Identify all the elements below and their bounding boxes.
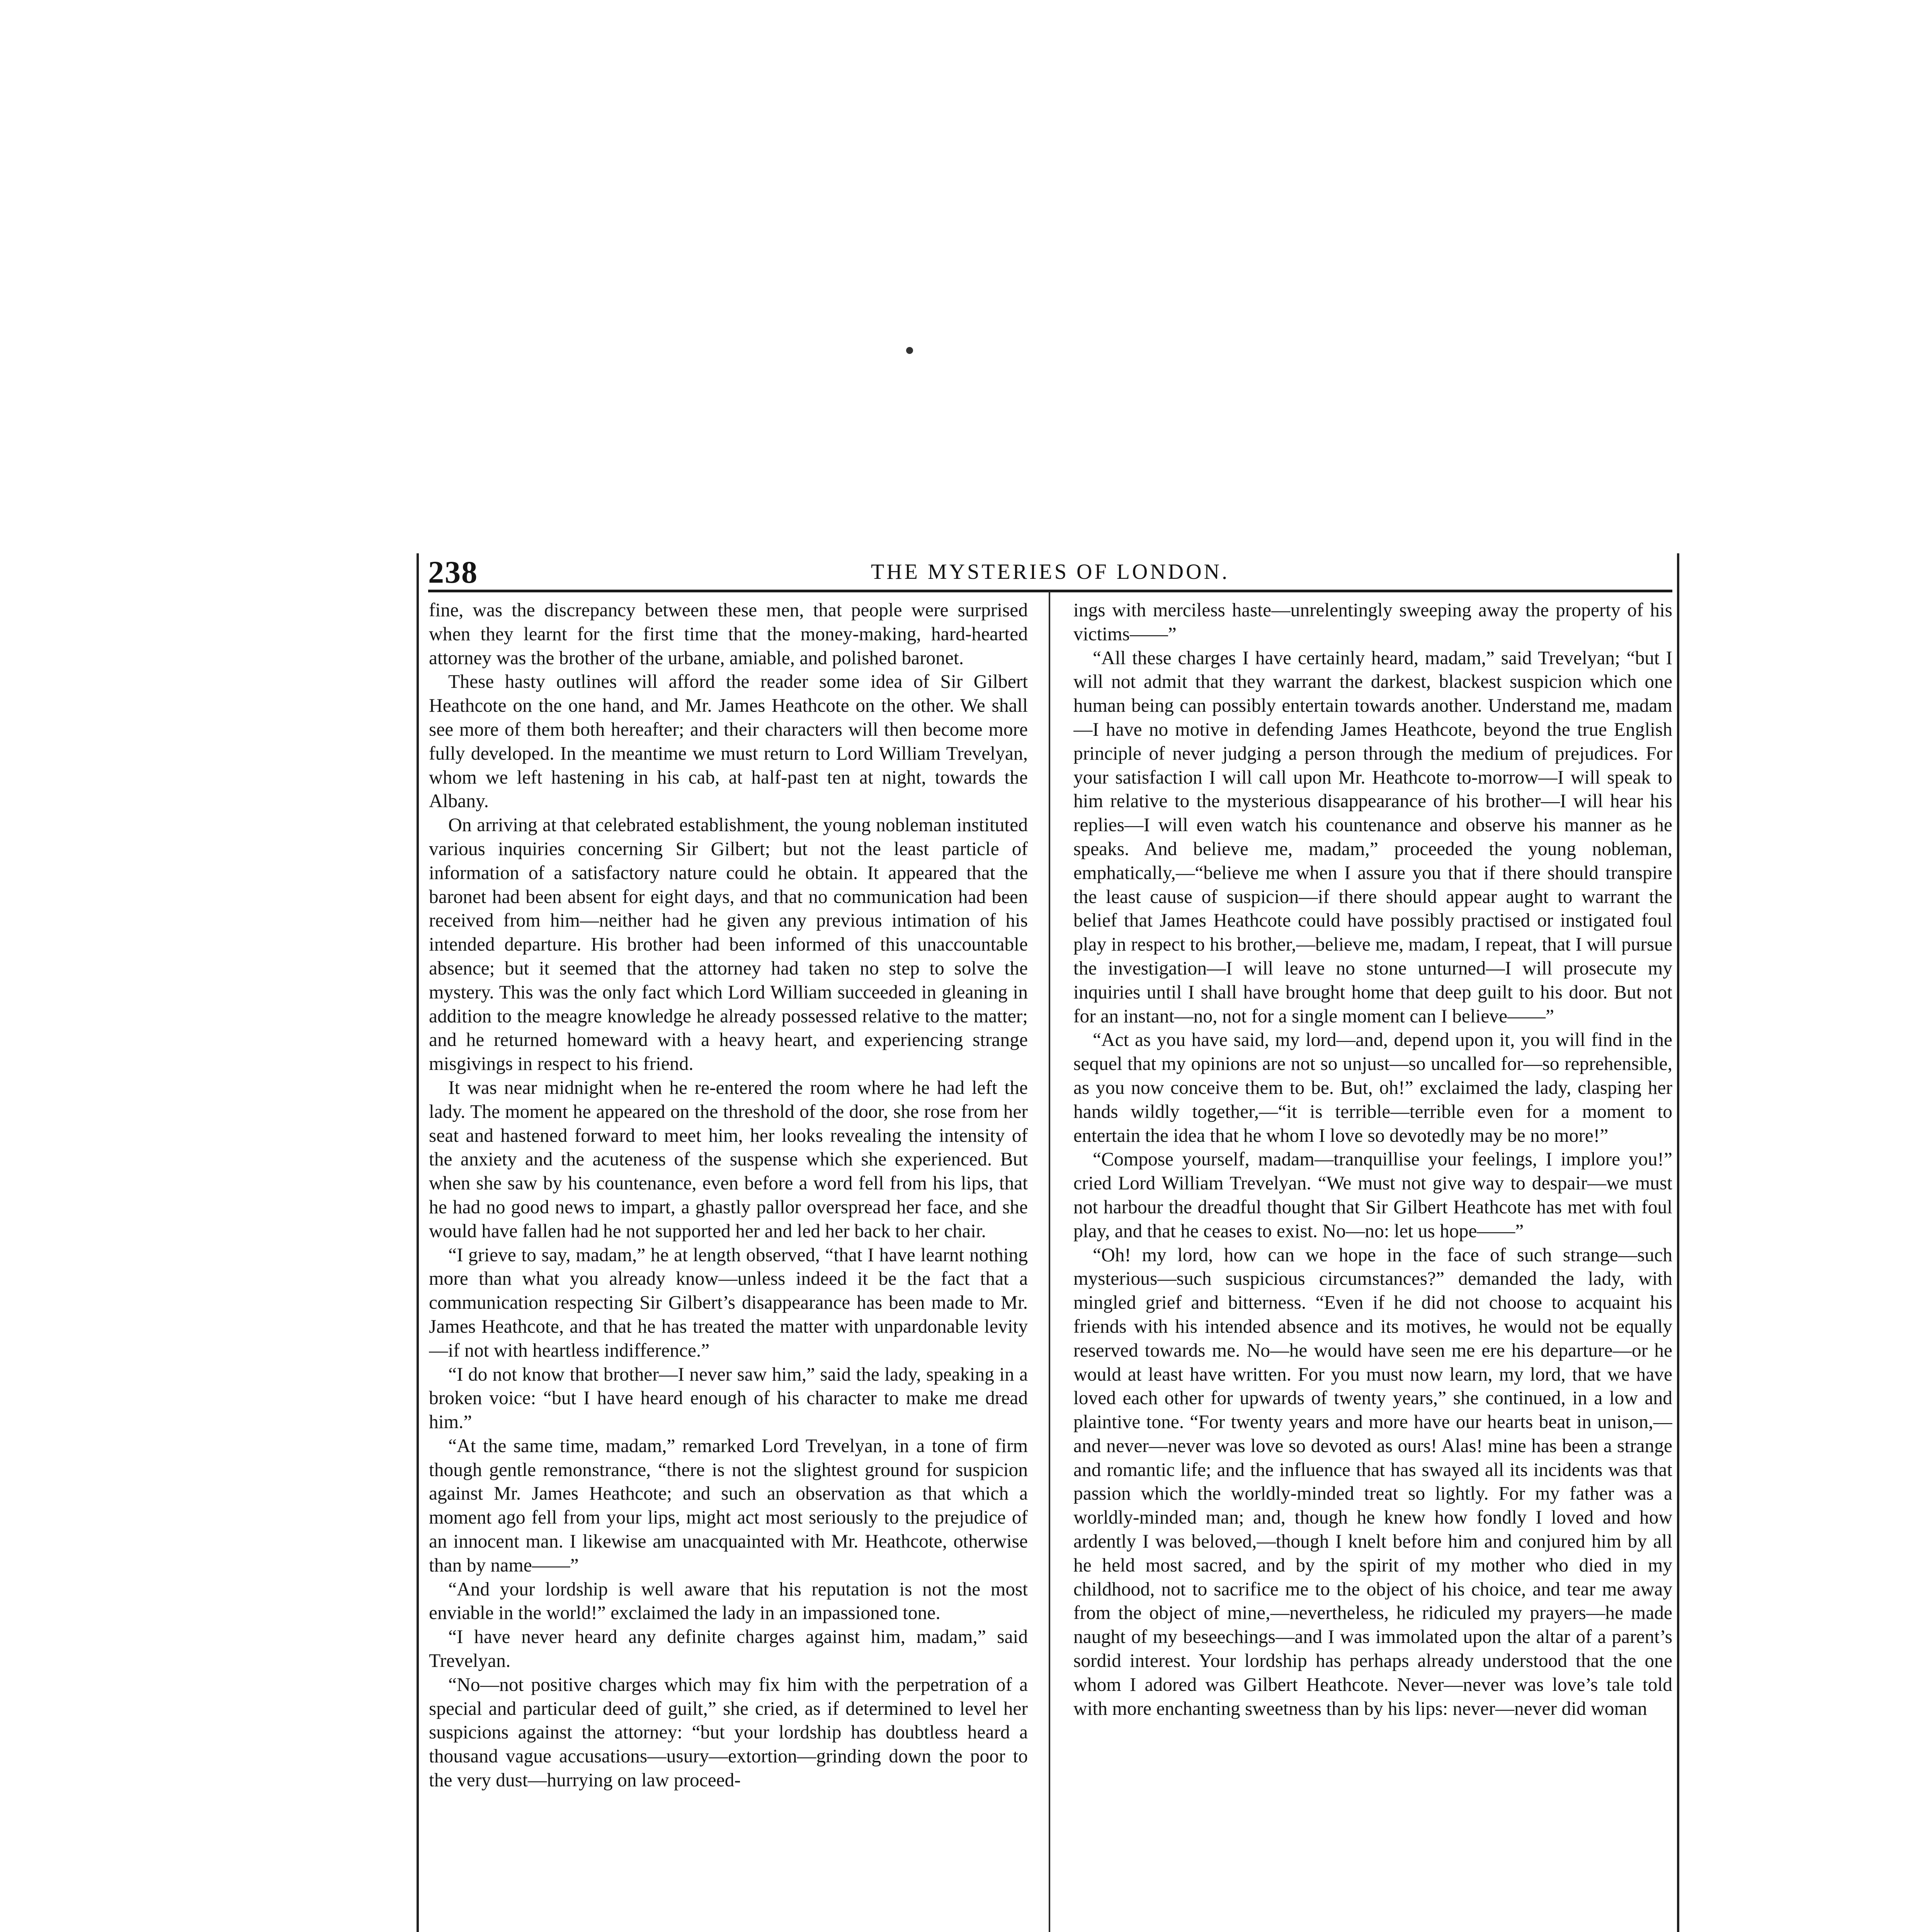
running-title: THE MYSTERIES OF LONDON. [871, 560, 1230, 584]
paragraph: ings with merciless haste—unrelentingly sweeping away the property of his victims——” [1073, 599, 1672, 645]
column-divider [1049, 591, 1050, 1932]
paragraph: “I have never heard any definite charges against him, madam,” said Trevelyan. [429, 1626, 1028, 1672]
paragraph: “No—not positive charges which may fix him with the perpetration of a special and particular deed of guilt,” she cried, as if determined to level her suspicions against the attorney: “but your lordship has doubtless heard a thousand vague accusations—usury—extortion—grinding down the poor to the very dust—hurrying on law proceed- [429, 1673, 1028, 1791]
ink-dot [906, 347, 913, 354]
paragraph: fine, was the discrepancy between these men, that people were surprised when they learnt for the first time that the money-making, hard-hearted attorney was the brother of the urbane, amiable, and polished baronet. [429, 599, 1028, 668]
paragraph: These hasty outlines will afford the reader some idea of Sir Gilbert Heathcote on the one hand, and Mr. James Heathcote on the other. We shall see more of them both hereafter; and their characters will then become more fully developed. In the meantime we must return to Lord William Trevelyan, whom we left hastening in his cab, at half-past ten at night, towards the Albany. [429, 671, 1028, 812]
paragraph: “Compose yourself, madam—tranquillise your feelings, I implore you!” cried Lord William Trevelyan. “We must not give way to despair—we must not harbour the dreadful thought that Sir Gilbert Heathcote has met with foul play, and that he ceases to exist. No—no: let us hope——” [1073, 1148, 1672, 1242]
paragraph: “At the same time, madam,” remarked Lord Trevelyan, in a tone of firm though gentle remonstrance, “there is not the slightest ground for suspicion against Mr. James Heathcote; and such an observation as that which a moment ago fell from your lips, might act most seriously to the prejudice of an innocent man. I likewise am unacquainted with Mr. Heathcote, otherwise than by name——” [429, 1435, 1028, 1576]
left-text-column [429, 598, 1028, 1932]
right-text-column [1073, 598, 1672, 1932]
paragraph: “Oh! my lord, how can we hope in the face of such strange—such mysterious—such suspicious circumstances?” demanded the lady, with mingled grief and bitterness. “Even if he did not choose to acquaint his friends with his intended absence and its motives, he would not be equally reserved towards me. No—he would have seen me ere his departure—or he would at least have written. For you must now learn, my lord, that we have loved each other for upwards of twenty years,” she continued, in a low and plaintive tone. “For twenty years and more have our hearts beat in unison,—and never—never was love so devoted as ours! Alas! mine has been a strange and romantic life; and the influence that has swayed all its incidents was that passion which the worldly-minded treat so lightly. For my father was a worldly-minded man; and, though he knew how fondly I loved and how ardently I was beloved,—though I knelt before him and conjured him by all he held most sacred, and by the spirit of my mother who died in my childhood, not to sacrifice me to the object of his choice, and tear me away from the object of mine,—nevertheless, he ridiculed my prayers—he made naught of my beseechings—and I was immolated upon the altar of a parent’s sordid interest. Your lordship has perhaps already understood that the one whom I adored was Gilbert Heathcote. Never—never was love’s tale told with more enchanting sweetness than by his lips: never—never did woman [1073, 1244, 1672, 1719]
page-number: 238 [428, 554, 478, 590]
paragraph: “Act as you have said, my lord—and, depend upon it, you will find in the sequel that my opinions are not so unjust—so uncalled for—so reprehensible, as you now conceive them to be. But, oh!” exclaimed the lady, clasping her hands wildly together,—“it is terrible—terrible even for a moment to entertain the idea that he whom I love so devotedly may be no more!” [1073, 1029, 1672, 1146]
paragraph: “And your lordship is well aware that his reputation is not the most enviable in the world!” exclaimed the lady in an impassioned tone. [429, 1578, 1028, 1624]
paragraph: On arriving at that celebrated establishment, the young nobleman instituted various inquiries concerning Sir Gilbert; but not the least particle of information of a satisfactory nature could he obtain. It appeared that the baronet had been absent for eight days, and that no communication had been received from him—neither had he given any previous intimation of his intended departure. His brother had been informed of this unaccountable absence; but it seemed that the attorney had taken no step to solve the mystery. This was the only fact which Lord William succeeded in gleaning in addition to the meagre knowledge he already possessed relative to the matter; and he returned homeward with a heavy heart, and experiencing strange misgivings in respect to his friend. [429, 814, 1028, 1075]
page-header [428, 553, 1672, 592]
paragraph: “I do not know that brother—I never saw him,” said the lady, speaking in a broken voice: “but I have heard enough of his character to make me dread him.” [429, 1363, 1028, 1433]
paragraph: “I grieve to say, madam,” he at length observed, “that I have learnt nothing more than what you already know—unless indeed it be the fact that a communication respecting Sir Gilbert’s disappearance has been made to Mr. James Heathcote, and that he has treated the matter with unpardonable levity—if not with heartless indifference.” [429, 1244, 1028, 1361]
paragraph: It was near midnight when he re-entered the room where he had left the lady. The moment he appeared on the threshold of the door, she rose from her seat and hastened forward to meet him, her looks revealing the intensity of the anxiety and the acuteness of the suspense which she experienced. But when she saw by his countenance, even before a word fell from his lips, that he had no good news to impart, a ghastly pallor overspread her face, and she would have fallen had he not supported her and led her back to her chair. [429, 1077, 1028, 1242]
paragraph: “All these charges I have certainly heard, madam,” said Trevelyan; “but I will not admit that they warrant the darkest, blackest suspicion which one human being can possibly entertain towards another. Understand me, madam—I have no motive in defending James Heathcote, beyond the true English principle of never judging a person through the medium of prejudices. For your satisfaction I will call upon Mr. Heathcote to-morrow—I will speak to him relative to the mysterious disappearance of his brother—I will hear his replies—I will even watch his countenance and observe his manner as he speaks. And believe me, madam,” proceeded the young nobleman, emphatically,—“believe me when I assure you that if there should transpire the least cause of suspicion—if there should appear aught to warrant the belief that James Heathcote could have possibly practised or instigated foul play in respect to his brother,—believe me, madam, I repeat, that I will pursue the investigation—I will leave no stone unturned—I will prosecute my inquiries until I shall have brought home that deep guilt to his door. But not for an instant—no, not for a single moment can I believe——” [1073, 647, 1672, 1027]
